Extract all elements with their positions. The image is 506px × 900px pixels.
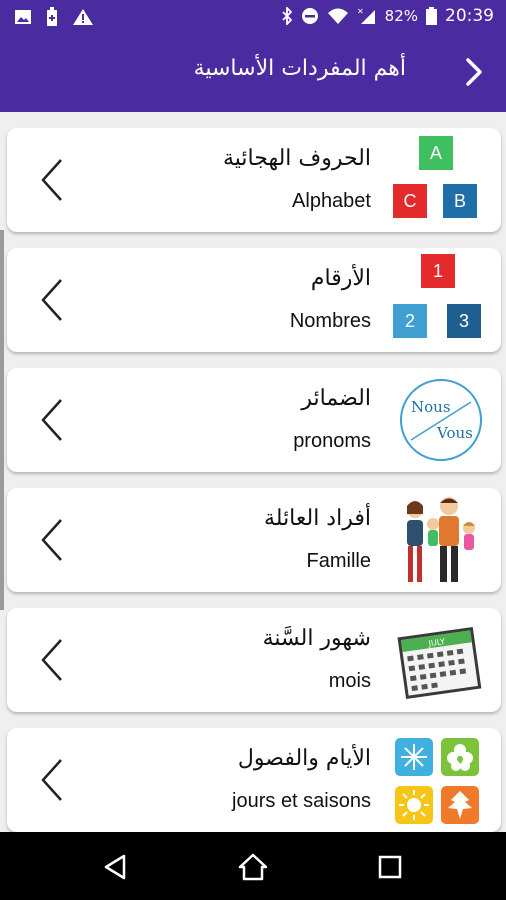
scrollbar[interactable] — [0, 230, 4, 610]
svg-text:✕: ✕ — [356, 7, 364, 16]
item-french-label: mois — [328, 670, 371, 692]
item-french-label: jours et saisons — [232, 790, 371, 812]
signal-icon — [357, 7, 377, 25]
chevron-left-icon — [37, 398, 67, 442]
flower-icon — [441, 738, 479, 776]
wifi-icon — [327, 7, 349, 25]
leaf-icon — [441, 786, 479, 824]
item-arabic-label: الضمائر — [301, 386, 371, 411]
bluetooth-icon — [281, 7, 293, 25]
chevron-left-icon — [37, 518, 67, 562]
block-b: B — [443, 184, 477, 218]
item-french-label: pronoms — [293, 430, 371, 452]
warning-icon — [72, 8, 94, 26]
list-item-family[interactable] — [7, 488, 501, 592]
item-arabic-label: شهور السَّنة — [262, 626, 371, 651]
item-french-label: Famille — [306, 550, 371, 572]
chevron-left-icon — [37, 638, 67, 682]
pronouns-circle-icon — [391, 374, 487, 466]
item-french-label: Alphabet — [292, 190, 371, 212]
sun-icon — [395, 786, 433, 824]
item-arabic-label: أفراد العائلة — [263, 506, 371, 531]
snowflake-icon — [395, 738, 433, 776]
calendar-month-label: JULY — [428, 637, 446, 649]
family-icon — [391, 494, 487, 586]
battery-saver-icon — [46, 7, 58, 27]
block-a: A — [419, 136, 453, 170]
status-bar — [0, 0, 506, 34]
back-chevron-icon[interactable] — [456, 54, 492, 90]
page-title: أهم المفردات الأساسية — [193, 56, 406, 81]
chevron-left-icon — [37, 158, 67, 202]
block-2: 2 — [393, 304, 427, 338]
list-item-days-seasons[interactable] — [7, 728, 501, 832]
pronoun-nous: Nous — [411, 398, 451, 416]
list-item-numbers[interactable] — [7, 248, 501, 352]
clock: 20:39 — [445, 6, 494, 26]
recents-icon[interactable] — [375, 852, 405, 882]
chevron-left-icon — [37, 758, 67, 802]
item-arabic-label: الحروف الهجائية — [223, 146, 371, 171]
calendar-icon — [391, 614, 487, 706]
chevron-left-icon — [37, 278, 67, 322]
battery-icon — [426, 7, 437, 25]
home-icon[interactable] — [238, 852, 268, 882]
item-arabic-label: الأرقام — [310, 266, 371, 291]
block-1: 1 — [421, 254, 455, 288]
season-tiles-icon — [391, 734, 487, 826]
list-item-alphabet[interactable] — [7, 128, 501, 232]
abc-blocks-icon — [391, 134, 487, 226]
pronoun-vous: Vous — [437, 424, 473, 442]
back-triangle-icon[interactable] — [100, 852, 130, 882]
system-nav-bar — [0, 832, 506, 900]
gallery-icon — [14, 9, 32, 25]
item-french-label: Nombres — [289, 310, 371, 332]
list-item-months[interactable] — [7, 608, 501, 712]
number-blocks-icon — [391, 254, 487, 346]
block-c: C — [393, 184, 427, 218]
battery-percent: 82% — [384, 7, 418, 25]
item-arabic-label: الأيام والفصول — [237, 746, 371, 771]
app-bar — [0, 34, 506, 112]
list-item-pronouns[interactable] — [7, 368, 501, 472]
block-3: 3 — [447, 304, 481, 338]
do-not-disturb-icon — [301, 7, 319, 25]
category-list — [0, 112, 506, 832]
